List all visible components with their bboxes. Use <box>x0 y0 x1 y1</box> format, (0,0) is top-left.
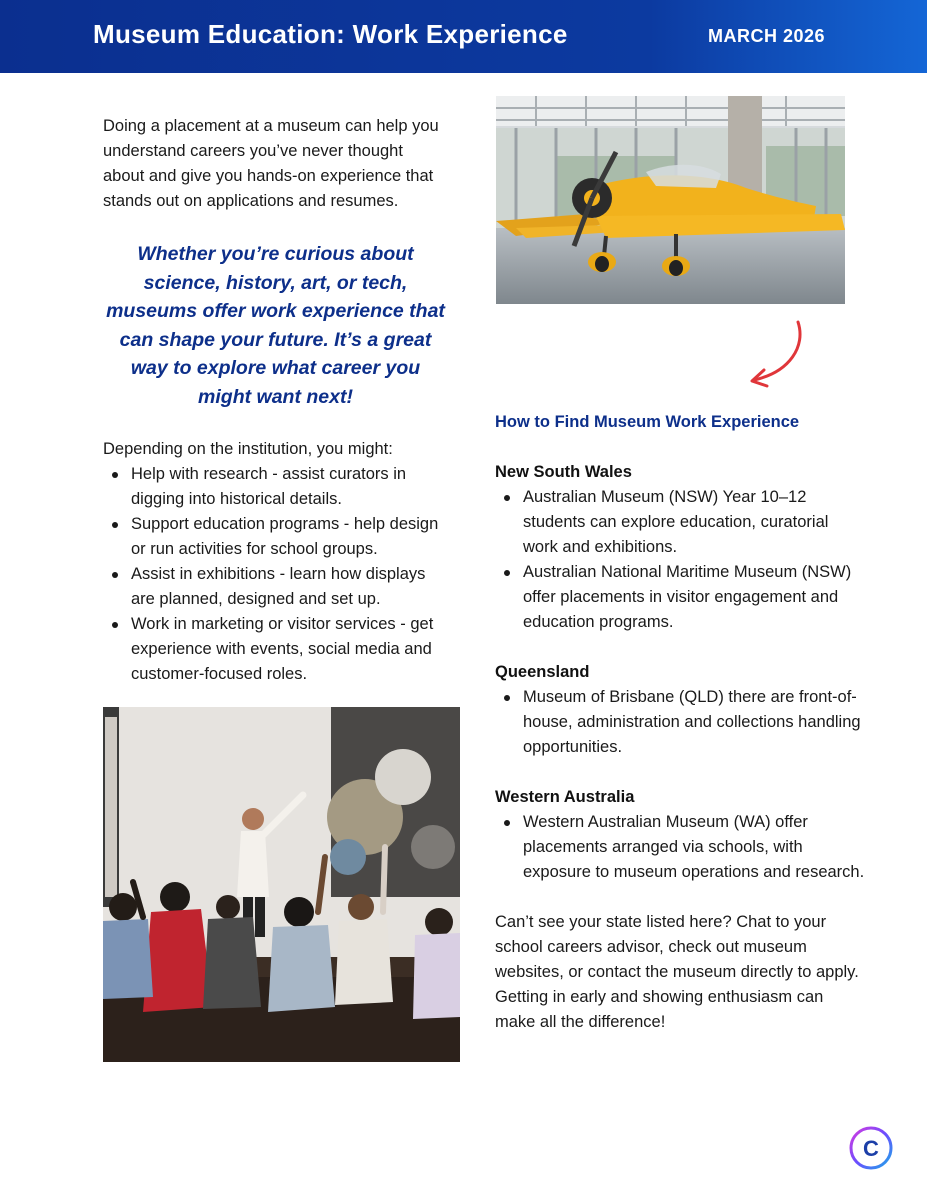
issue-date: MARCH 2026 <box>708 26 826 46</box>
list-item-text: Australian Museum (NSW) Year 10–12 students can explore education, curatorial work and exhibitions. <box>523 488 829 556</box>
list-item-text: Assist in exhibitions - learn how displays are planned, designed and set up. <box>131 565 426 608</box>
airplane-photo <box>496 96 845 304</box>
bullet-icon <box>504 820 510 826</box>
brand-logo-icon <box>848 1125 894 1171</box>
list-item <box>103 512 448 562</box>
bullet-icon <box>504 695 510 701</box>
list-item <box>495 685 865 760</box>
header-banner <box>0 0 927 73</box>
section-heading: How to Find Museum Work Experience <box>495 413 800 431</box>
list-item <box>495 560 865 635</box>
state-section-nsw <box>495 460 865 635</box>
right-column <box>495 410 865 1035</box>
list-item-text: Museum of Brisbane (QLD) there are front-of-house, administration and collections handling opportunities. <box>523 688 861 756</box>
list-item <box>495 485 865 560</box>
page-title: Museum Education: Work Experience <box>93 19 568 49</box>
list-item <box>103 562 448 612</box>
state-name: New South Wales <box>495 463 632 481</box>
logo-letter: C <box>863 1136 879 1161</box>
state-section-qld <box>495 660 865 760</box>
list-item-text: Australian National Maritime Museum (NSW) offer placements in visitor engagement and education programs. <box>523 563 852 631</box>
state-section-wa <box>495 785 865 885</box>
bullet-icon <box>112 622 118 628</box>
list-item-text: Work in marketing or visitor services - get experience with events, social media and customer-focused roles. <box>131 615 434 683</box>
activities-list <box>103 462 448 687</box>
bullet-icon <box>112 522 118 528</box>
state-name: Western Australia <box>495 788 635 806</box>
list-item <box>103 612 448 687</box>
list-intro: Depending on the institution, you might: <box>103 440 393 458</box>
intro-paragraph: Doing a placement at a museum can help you understand careers you’ve never thought about and give you hands-on experience that stands out on applications and resumes. <box>103 117 439 210</box>
curved-arrow-icon <box>740 316 810 390</box>
state-list <box>495 485 865 635</box>
list-item <box>495 810 865 885</box>
state-list <box>495 810 865 885</box>
list-item-text: Support education programs - help design or run activities for school groups. <box>131 515 439 558</box>
list-item-text: Help with research - assist curators in digging into historical details. <box>131 465 407 508</box>
gallery-class-illustration <box>103 707 460 1062</box>
state-list <box>495 685 865 760</box>
closing-paragraph: Can’t see your state listed here? Chat to your school careers advisor, check out museum websites, or contact the museum directly to apply. Getting in early and showing enthusiasm can make all the difference! <box>495 913 859 1031</box>
airplane-illustration <box>496 96 845 304</box>
left-column <box>103 114 448 687</box>
list-item <box>103 462 448 512</box>
list-item-text: Western Australian Museum (WA) offer placements arranged via schools, with exposure to museum operations and research. <box>523 813 865 881</box>
bullet-icon <box>504 570 510 576</box>
state-name: Queensland <box>495 663 590 681</box>
bullet-icon <box>112 472 118 478</box>
pull-quote: Whether you’re curious about science, history, art, or tech, museums offer work experience that can shape your future. It’s a great way to explore what career you might want next! <box>106 243 445 408</box>
classroom-photo <box>103 707 460 1062</box>
bullet-icon <box>112 572 118 578</box>
bullet-icon <box>504 495 510 501</box>
